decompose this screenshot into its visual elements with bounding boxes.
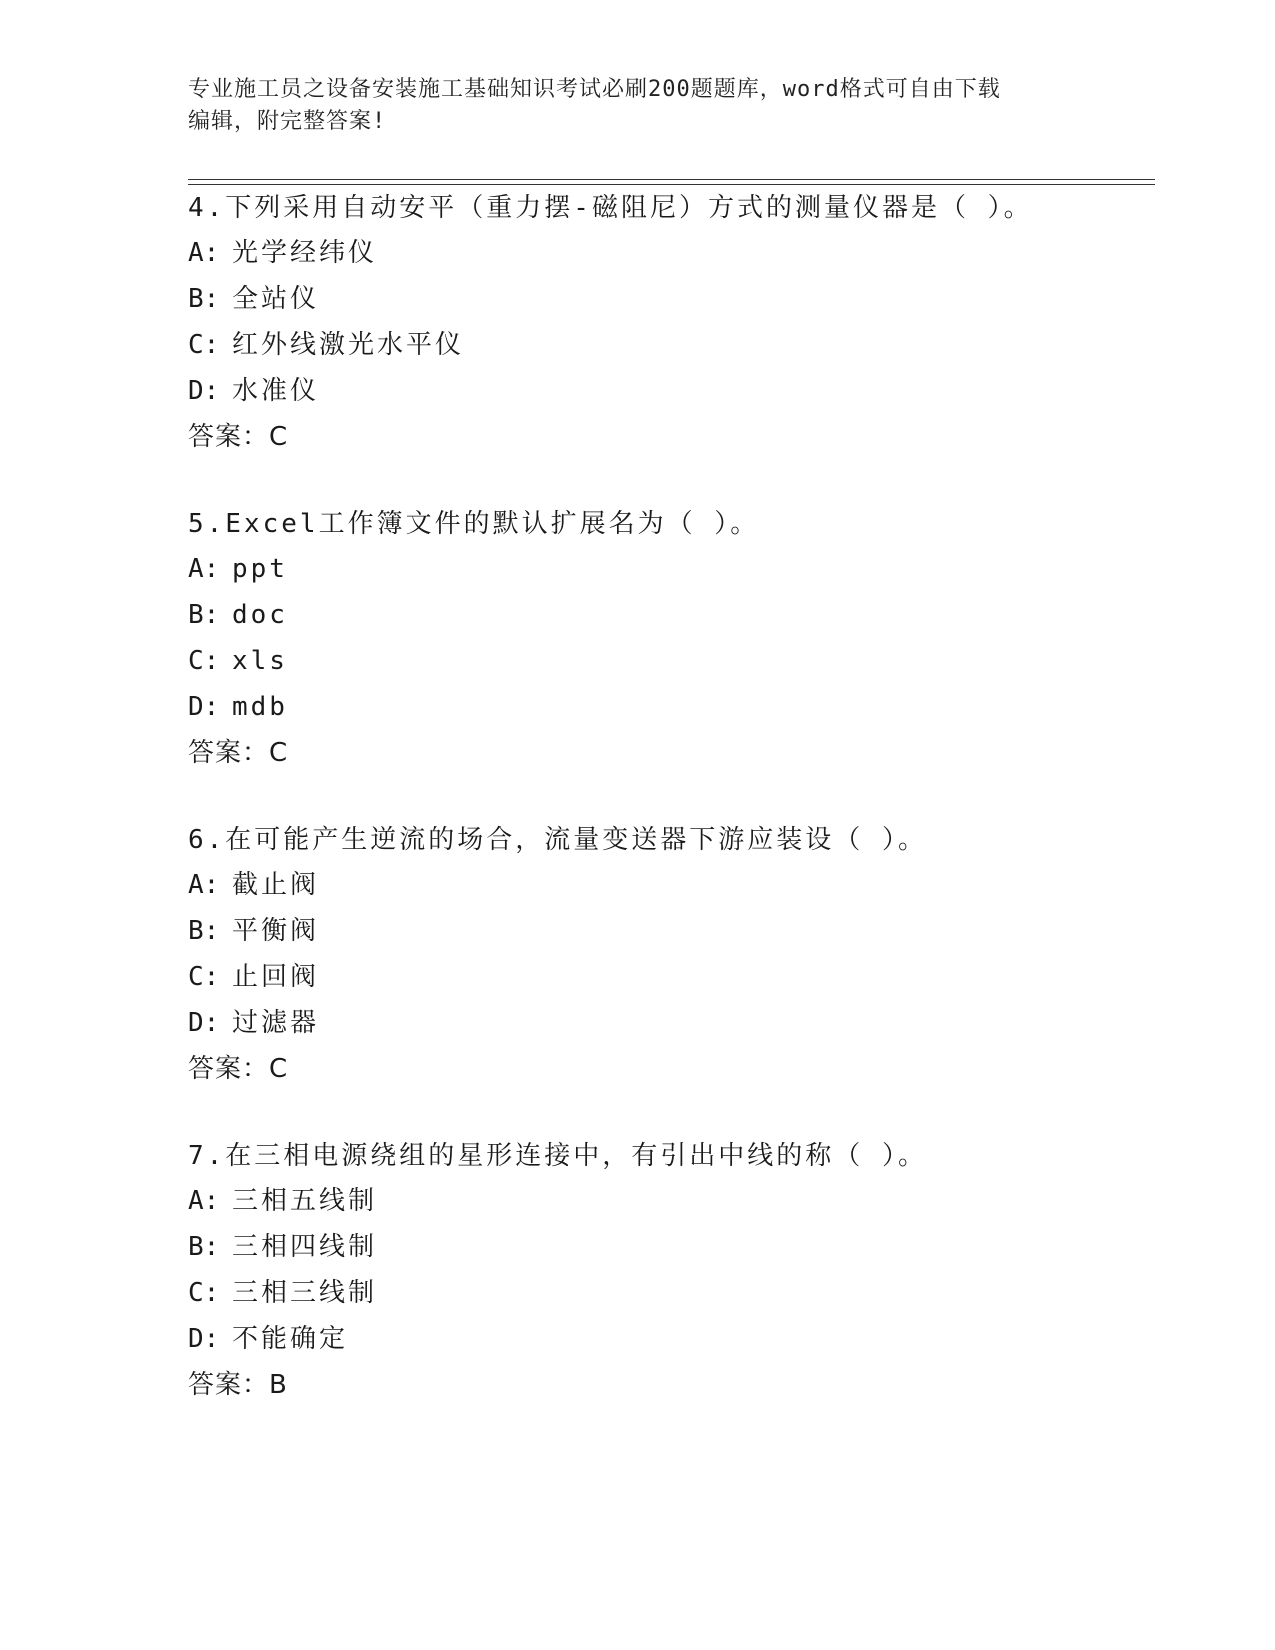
question-block <box>188 508 1148 783</box>
option-a <box>188 553 1148 599</box>
option-text: ppt <box>232 554 288 584</box>
question-block <box>188 192 1148 467</box>
option-c <box>188 1277 1148 1323</box>
question-text: 4.下列采用自动安平（重力摆-磁阻尼）方式的测量仪器是（ ）。 <box>188 193 1033 223</box>
option-text: 红外线激光水平仪 <box>232 330 465 360</box>
option-letter: D: <box>188 1324 220 1354</box>
option-text: 止回阀 <box>232 962 320 992</box>
option-b <box>188 599 1148 645</box>
option-d <box>188 375 1148 421</box>
option-a <box>188 237 1148 283</box>
option-letter: B: <box>188 1232 220 1262</box>
option-d <box>188 1323 1148 1369</box>
option-text: doc <box>232 600 288 630</box>
option-d <box>188 1007 1148 1053</box>
option-letter: D: <box>188 692 220 722</box>
option-text: 全站仪 <box>232 284 320 314</box>
option-a <box>188 1185 1148 1231</box>
option-text: 三相三线制 <box>232 1278 378 1308</box>
header-divider-bottom <box>188 184 1155 185</box>
header-line-1: 专业施工员之设备安装施工基础知识考试必刷200题题库，word格式可自由下载 <box>188 77 1001 102</box>
option-letter: C: <box>188 330 220 360</box>
option-text: 平衡阀 <box>232 916 320 946</box>
header-line-2: 编辑，附完整答案! <box>188 109 387 134</box>
option-c <box>188 961 1148 1007</box>
option-letter: C: <box>188 962 220 992</box>
option-b <box>188 283 1148 329</box>
option-letter: A: <box>188 554 220 584</box>
option-d <box>188 691 1148 737</box>
document-header <box>188 74 1108 138</box>
question-block <box>188 1140 1148 1415</box>
option-letter: D: <box>188 376 220 406</box>
option-text: mdb <box>232 692 288 722</box>
option-a <box>188 869 1148 915</box>
option-text: 三相四线制 <box>232 1232 378 1262</box>
option-c <box>188 645 1148 691</box>
option-b <box>188 915 1148 961</box>
option-letter: B: <box>188 284 220 314</box>
question-text: 5.Excel工作簿文件的默认扩展名为（ ）。 <box>188 509 760 539</box>
option-b <box>188 1231 1148 1277</box>
header-divider-top <box>188 179 1155 180</box>
answer-line: 答案：C <box>188 422 289 452</box>
option-text: 截止阀 <box>232 870 320 900</box>
option-letter: A: <box>188 238 220 268</box>
option-text: 水准仪 <box>232 376 320 406</box>
question-text: 7.在三相电源绕组的星形连接中，有引出中线的称（ ）。 <box>188 1141 927 1171</box>
option-text: 光学经纬仪 <box>232 238 378 268</box>
option-letter: B: <box>188 916 220 946</box>
option-letter: D: <box>188 1008 220 1038</box>
answer-line: 答案：C <box>188 738 289 768</box>
option-text: 不能确定 <box>232 1324 349 1354</box>
option-c <box>188 329 1148 375</box>
question-block <box>188 824 1148 1099</box>
answer-line: 答案：C <box>188 1054 289 1084</box>
option-letter: A: <box>188 1186 220 1216</box>
option-letter: C: <box>188 646 220 676</box>
option-text: 三相五线制 <box>232 1186 378 1216</box>
answer-line: 答案：B <box>188 1370 288 1400</box>
option-letter: A: <box>188 870 220 900</box>
option-letter: B: <box>188 600 220 630</box>
option-text: xls <box>232 646 288 676</box>
question-text: 6.在可能产生逆流的场合，流量变送器下游应装设（ ）。 <box>188 825 927 855</box>
option-text: 过滤器 <box>232 1008 320 1038</box>
option-letter: C: <box>188 1278 220 1308</box>
